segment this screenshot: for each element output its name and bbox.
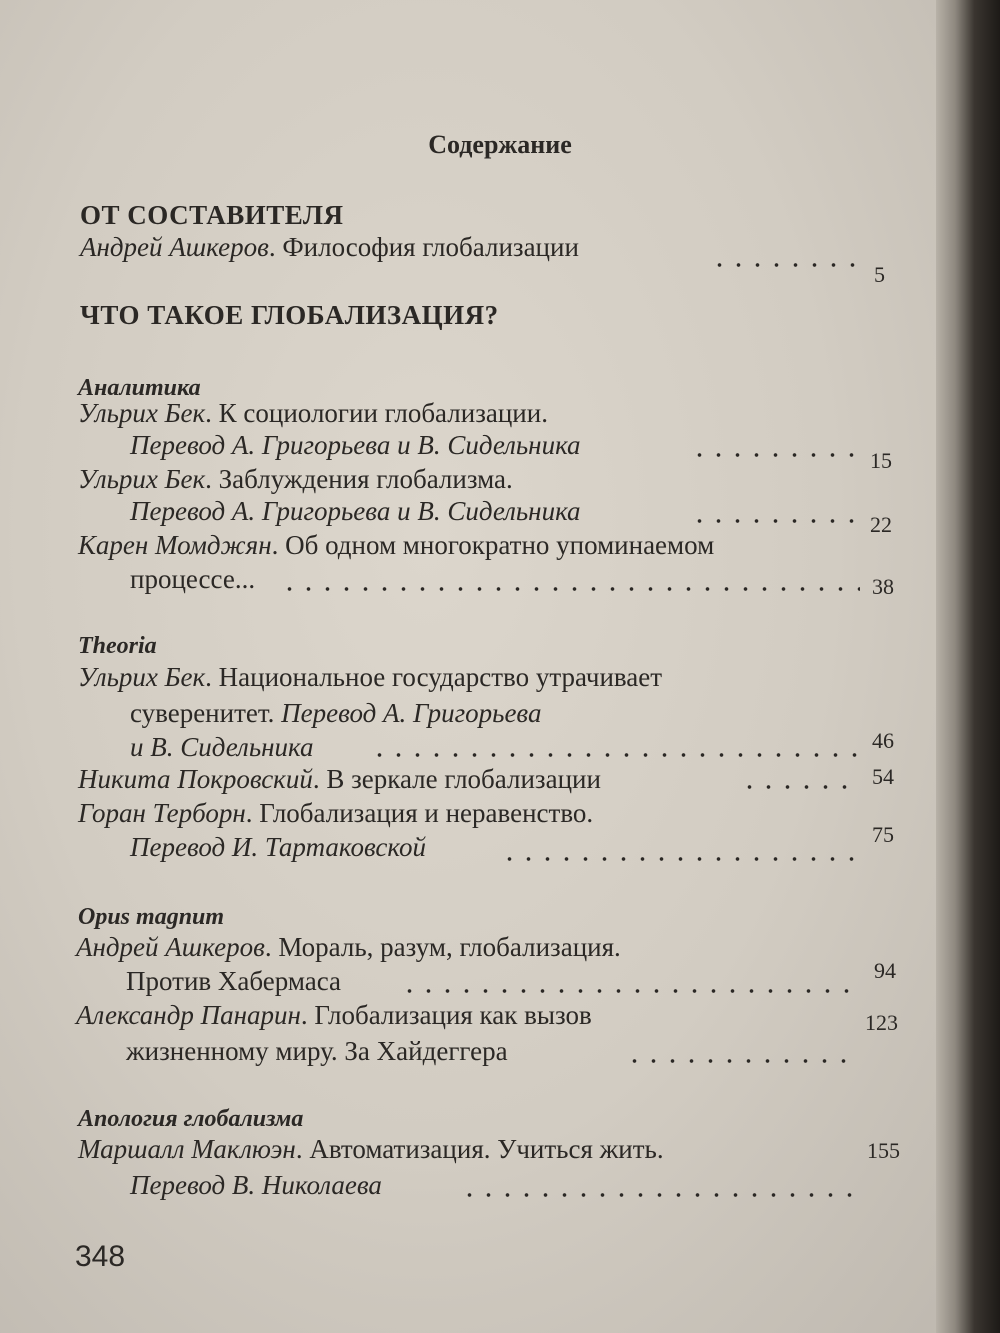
entry-title: Философия глобализации (282, 232, 579, 262)
entry-translation: Перевод В. Николаева (130, 1170, 382, 1200)
entry-author: Маршалл Маклюэн (78, 1134, 296, 1164)
entry-page-number: 15 (870, 448, 892, 473)
entry-translation: Перевод А. Григорьева и В. Сидельника (130, 430, 581, 460)
entry-page-number: 22 (870, 512, 892, 537)
entry-translation: Перевод А. Григорьева (281, 698, 542, 728)
toc-entry: Александр Панарин. Глобализация как вызов (76, 1000, 592, 1030)
entry-author: Андрей Ашкеров (80, 232, 269, 262)
toc-entry: Никита Покровский. В зеркале глобализации (78, 764, 601, 794)
entry-page-number: 38 (872, 574, 894, 599)
section-heading: ЧТО ТАКОЕ ГЛОБАЛИЗАЦИЯ? (80, 300, 499, 330)
toc-entry: Горан Терборн. Глобализация и неравенство. (78, 798, 594, 828)
book-spine-edge (936, 0, 1000, 1333)
leader-dots (400, 988, 860, 994)
entry-title: В зеркале глобализации (326, 764, 601, 794)
entry-page-number: 54 (872, 764, 894, 789)
group-heading: Theoria (78, 633, 157, 659)
entry-title: К социологии глобализации. (218, 398, 548, 428)
page-number: 348 (75, 1240, 126, 1273)
entry-author: Ульрих Бек (78, 398, 206, 428)
group-heading: Opus magnum (78, 904, 225, 930)
toc-entry: Маршалл Маклюэн. Автоматизация. Учиться жить. (78, 1134, 664, 1164)
entry-title-continued: процессе... (130, 564, 256, 594)
entry-title-continued: Против Хабермаса (126, 966, 342, 996)
toc-entry: Карен Момджян. Об одном многократно упоминаемом (78, 530, 715, 560)
entry-page-number: 123 (865, 1010, 898, 1035)
group-heading: Аналитика (78, 375, 201, 401)
toc-entry: Ульрих Бек. Национальное государство утрачивает (78, 662, 663, 692)
group-heading: Апология глобализма (78, 1106, 304, 1132)
leader-dots (280, 586, 860, 592)
leader-dots (625, 1058, 860, 1064)
leader-dots (460, 1192, 860, 1198)
entry-title: Глобализация и неравенство. (259, 798, 594, 828)
entry-author: Карен Момджян (78, 530, 272, 560)
toc-entry: Андрей Ашкеров. Философия глобализации (80, 232, 579, 262)
toc-entry: Ульрих Бек. Заблуждения глобализма. (78, 464, 513, 494)
entry-author: Горан Терборн (78, 798, 246, 828)
entry-page-number: 155 (867, 1138, 900, 1163)
entry-title: Мораль, разум, глобализация. (278, 932, 621, 962)
entry-author: Никита Покровский (78, 764, 313, 794)
entry-title-continued (130, 698, 541, 729)
entry-translation-continued: и В. Сидельника (130, 732, 314, 762)
entry-author: Ульрих Бек (78, 662, 206, 692)
entry-translation: Перевод И. Тартаковской (130, 832, 426, 862)
entry-title-continued: жизненному миру. За Хайдеггера (126, 1036, 508, 1066)
entry-page-number: 46 (872, 728, 894, 753)
entry-page-number: 94 (874, 958, 896, 983)
entry-translation: Перевод А. Григорьева и В. Сидельника (130, 496, 581, 526)
leader-dots (370, 752, 860, 758)
entry-title-part: суверенитет. (130, 698, 275, 728)
entry-author: Андрей Ашкеров (76, 932, 265, 962)
entry-author: Александр Панарин (76, 1000, 301, 1030)
entry-title: Национальное государство утрачивает (218, 662, 663, 692)
page-title: Содержание (428, 130, 572, 159)
toc-entry: Ульрих Бек. К социологии глобализации. (78, 398, 548, 428)
entry-title: Об одном многократно упоминаемом (285, 530, 715, 560)
entry-title: Автоматизация. Учиться жить. (309, 1134, 664, 1164)
section-heading: ОТ СОСТАВИТЕЛЯ (80, 200, 344, 230)
entry-author: Ульрих Бек (78, 464, 206, 494)
entry-page-number: 75 (872, 822, 894, 847)
entry-title: Глобализация как вызов (314, 1000, 592, 1030)
entry-title: Заблуждения глобализма. (218, 464, 513, 494)
entry-page-number: 5 (874, 262, 885, 287)
leader-dots (500, 856, 860, 862)
toc-entry: Андрей Ашкеров. Мораль, разум, глобализация. (76, 932, 621, 962)
